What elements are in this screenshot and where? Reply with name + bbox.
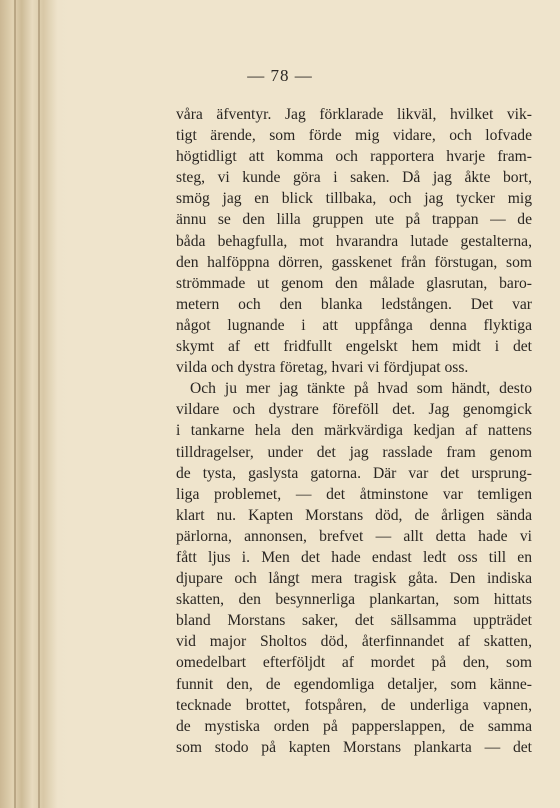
text-line: omedelbart efterföljdt af mordet på den, som [176, 654, 532, 672]
text-line: tilldragelser, under det jag rasslade fram genom [176, 443, 532, 461]
text-line: bland Morstans saker, det sällsamma uppträdet [176, 612, 532, 630]
text-line: funnit den, de egendomliga detaljer, som känne- [176, 675, 532, 693]
text-line: Och ju mer jag tänkte på hvad som händt, desto [190, 380, 532, 398]
text-line: vilda och dystra företag, hvari vi fördjupat oss. [176, 359, 469, 377]
book-page-edges [0, 0, 72, 808]
text-line: som stodo på kapten Morstans plankarta — det [176, 738, 532, 756]
text-line: båda behagfulla, mot hvarandra lutade gestalterna, [176, 232, 532, 250]
text-line: klart nu. Kapten Morstans död, de årligen sända [176, 506, 532, 524]
text-line: vid major Sholtos död, återfinnandet af skatten, [176, 633, 532, 651]
text-line: tecknade brottet, fotspåren, de underliga vapnen, [176, 696, 532, 714]
text-line: smög jag en blick tillbaka, och jag tycker mig [176, 190, 532, 208]
text-line: metern och den blanka ledstången. Det var [176, 295, 532, 313]
text-line: liga problemet, — det åtminstone var temligen [176, 485, 532, 503]
page-number: — 78 — [247, 66, 313, 85]
text-line: steg, vi kunde göra i saken. Då jag åkte bort, [176, 169, 532, 187]
text-line: skatten, den besynnerliga plankartan, som hittats [176, 591, 532, 609]
text-line: de tysta, gaslysta gatorna. Där var det ursprung- [176, 464, 532, 482]
text-line: ännu se den lilla gruppen ute på trappan — de [176, 211, 532, 229]
text-line: våra äfventyr. Jag förklarade likväl, hvilket vik- [176, 106, 532, 123]
text-line: de mystiska orden på papperslappen, de samma [176, 717, 532, 735]
text-line: den halföppna dörren, gasskenet från förstugan, som [176, 253, 532, 271]
text-line: strömmade ut genom den målade glasrutan, baro- [176, 274, 532, 292]
text-line: pärlorna, annonsen, brefvet — allt detta hade vi [176, 527, 532, 545]
text-line: djupare och långt mera tragisk gåta. Den indiska [176, 570, 532, 588]
text-line: i tankarne hela den märkvärdiga kedjan af nattens [176, 422, 532, 440]
text-line: tigt ärende, som förde mig vidare, och lofvade [176, 127, 532, 145]
text-line: skymt af ett fridfullt engelskt hem midt i det [176, 338, 532, 356]
text-line: något lugnande i att uppfånga denna flyktiga [176, 316, 532, 334]
text-line: högtidligt att komma och rapportera hvarje fram- [176, 148, 532, 166]
text-line: fått ljus i. Men det hade endast ledt oss till en [176, 548, 532, 566]
text-line: vildare och dystrare föreföll det. Jag genomgick [176, 401, 532, 419]
body-text [176, 104, 532, 758]
